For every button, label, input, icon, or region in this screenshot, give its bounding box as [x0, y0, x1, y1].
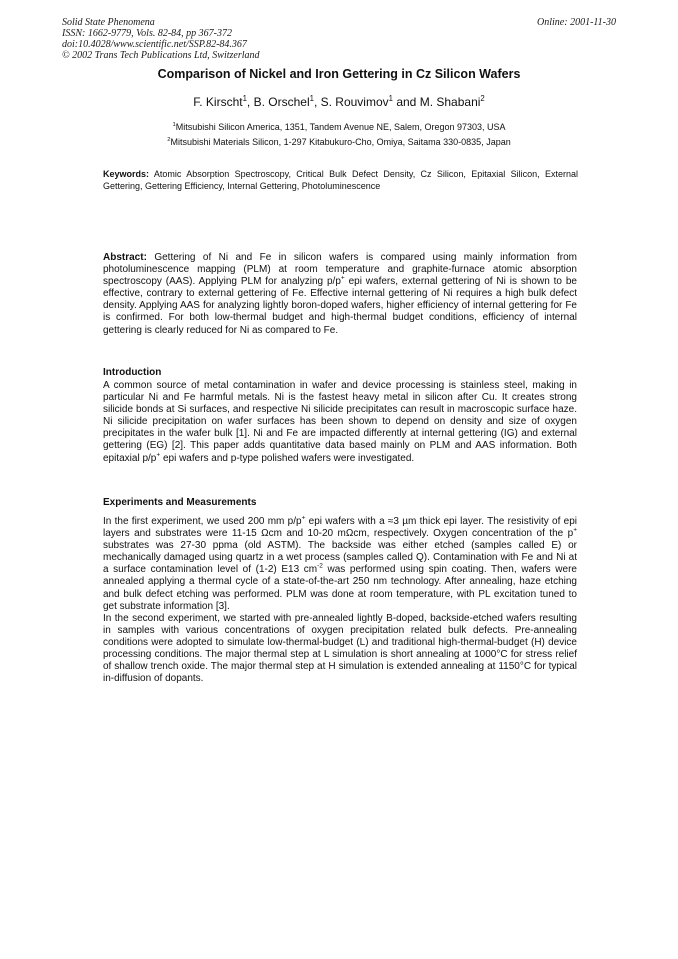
experiments-paragraph-2: In the second experiment, we started with pre-annealed lightly B-doped, backside-etched wafers resulting in samples with various concentrations of oxygen precipitation related bulk defects. Pre-annealing conditions were adopted to simulate low-thermal-budget (L) and traditional high-thermal-budget (H) device processing conditions. The major thermal step at L simulation is short annealing at 1000°C for stress relief of shallow trench oxide. The major thermal step at H simulation is extended annealing at 1150°C for typical in-diffusion of dopants. [103, 612, 577, 685]
paragraph-text: In the first experiment, we used 200 mm p/p [103, 516, 302, 527]
affiliation-mark: 1 [172, 122, 176, 128]
paper-title: Comparison of Nickel and Iron Gettering in Cz Silicon Wafers [157, 67, 521, 81]
abstract-text: Gettering of Ni and Fe in silicon wafers is compared using mainly information from photoluminescence mapping (PLM) at room temperature and graphite-furnace atomic absorption spectroscopy (AAS). Applying PLM for analyzing p/p [103, 252, 578, 288]
abstract-text: epi wafers, external gettering of Ni is shown to be effective, contrary to external gettering of Fe. Effective internal gettering of Ni requires a high bulk defect density. Applying AAS for analyzing lightly boron-doped wafers, higher efficiency of internal gettering for Fe is confirmed. For both low-thermal budget and high-thermal budget conditions, efficiency of internal gettering is clearly reduced for Ni as compared to Fe. [103, 276, 577, 336]
keywords-text: Atomic Absorption Spectroscopy, Critical Bulk Defect Density, Cz Silicon, Epitaxial Silicon, External Gettering, Gettering Efficiency, Internal Gettering, Photoluminescence [103, 169, 578, 191]
keywords-label: Keywords: [103, 169, 150, 179]
journal-name: Solid State Phenomena [62, 17, 155, 28]
author-name: M. Shabani [419, 95, 481, 109]
superscript: + [340, 274, 345, 282]
affiliation-1 [0, 121, 678, 133]
copyright-line: © 2002 Trans Tech Publications Ltd, Switzerland [62, 50, 260, 61]
online-date: Online: 2001-11-30 [537, 17, 616, 28]
journal-metadata [62, 17, 442, 61]
affiliation-mark: 2 [167, 137, 171, 143]
author-separator: , [246, 95, 254, 109]
superscript: + [156, 451, 161, 459]
issn-line: ISSN: 1662-9779, Vols. 82-84, pp 367-372 [62, 28, 232, 39]
doi-line: doi:10.4028/www.scientific.net/SSP.82-84.367 [62, 39, 247, 50]
author-list [0, 95, 678, 110]
keywords [103, 168, 578, 192]
paragraph-text: epi wafers and p-type polished wafers were investigated. [160, 452, 415, 464]
abstract [103, 252, 577, 337]
author-separator: , [313, 95, 321, 109]
affiliation-text: Mitsubishi Materials Silicon, 1-297 Kitabukuro-Cho, Omiya, Saitama 330-0835, Japan [170, 137, 511, 147]
author-name: S. Rouvimov [320, 95, 389, 109]
author-separator: and [393, 95, 420, 109]
superscript: + [573, 526, 577, 534]
author-name: F. Kirscht [193, 95, 243, 109]
abstract-label: Abstract: [103, 252, 147, 263]
author-name: B. Orschel [253, 95, 310, 109]
paragraph-text: substrates was 27-30 ppma (old ASTM). The backside was either etched (samples called E) or mechanically damaged using quartz in a wet process (samples called Q). Contamination with Fe and Ni at a surface contamination level of (1-2) E13 cm [103, 540, 577, 576]
experiments-heading: Experiments and Measurements [103, 497, 257, 508]
paragraph-text: A common source of metal contamination in wafer and device processing is stainless steel, making in particular Ni and Fe harmful metals. Ni is the fastest heavy metal in silicon after Cu. It creates strong silicide bonds at Si surfaces, and respective Ni silicide precipitates can result in macroscopic surface haze. Ni silicide precipitation on wafer surfaces has been shown to depend on density and size of oxygen precipitates in the wafer bulk [1]. Ni and Fe are impacted differently at internal gettering (IG) and external gettering (EG) [2]. This paper adds quantitative data based mainly on PLM and AAS information. Both epitaxial p/p [103, 380, 577, 464]
author-affiliation-mark: 2 [480, 94, 485, 103]
paragraph-text: epi wafers with a ≈3 µm thick epi layer. The resistivity of epi layers and substrates were 11-15 Ωcm and 10-20 mΩcm, respectively. Oxygen concentration of the p [103, 516, 577, 540]
superscript: -2 [317, 563, 323, 571]
affiliation-text: Mitsubishi Silicon America, 1351, Tandem Avenue NE, Salem, Oregon 97303, USA [175, 122, 506, 132]
introduction-body [103, 380, 577, 465]
affiliation-2 [0, 136, 678, 148]
introduction-heading: Introduction [103, 367, 162, 378]
author-affiliation-mark: 1 [388, 94, 393, 103]
experiments-body [103, 516, 577, 685]
paragraph-text: was performed using spin coating. Then, wafers were annealed applying a thermal cycle of a state-of-the-art 250 nm technology. After annealing, haze etching and bulk defect etching was performed. PLM was done at room temperature, with PL excitation tuned to get substrate information [3]. [103, 564, 577, 612]
author-affiliation-mark: 1 [242, 94, 247, 103]
author-affiliation-mark: 1 [309, 94, 314, 103]
experiments-paragraph-1 [103, 516, 577, 613]
superscript: + [301, 514, 306, 522]
